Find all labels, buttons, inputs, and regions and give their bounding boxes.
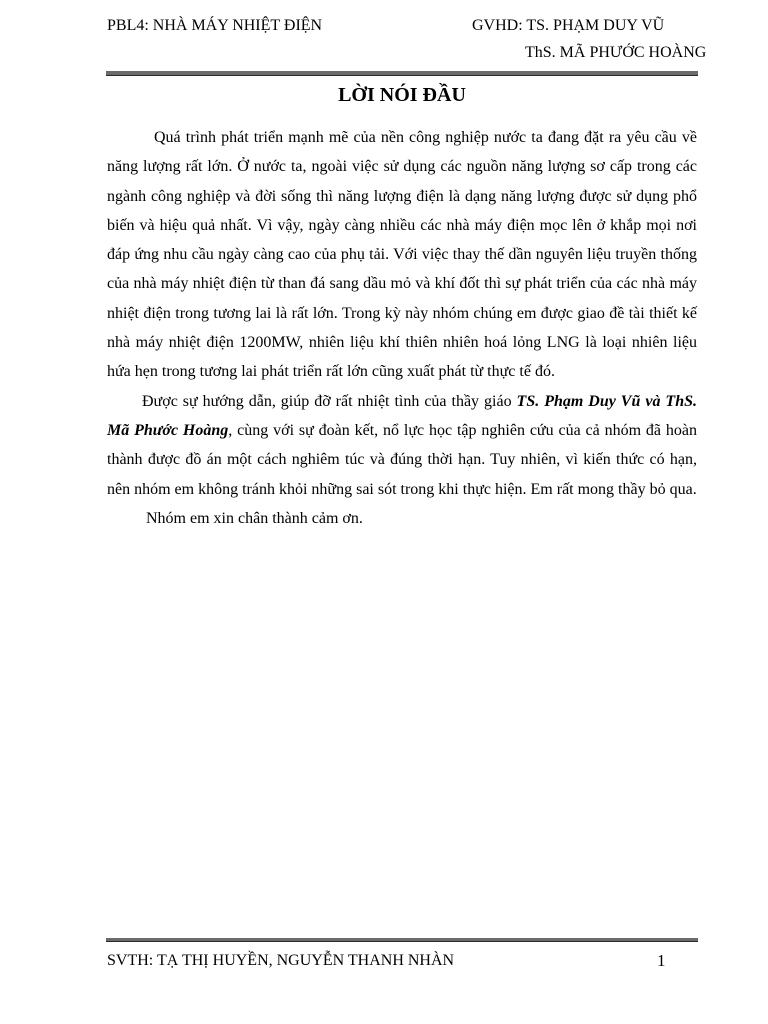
header-divider <box>106 71 698 76</box>
footer-divider <box>106 938 698 942</box>
acknowledgement-text-start: Được sự hướng dẫn, giúp đỡ rất nhiệt tình của thầy giáo <box>142 392 517 410</box>
page-number: 1 <box>657 951 666 970</box>
page-title: LỜI NÓI ĐẦU <box>338 84 466 106</box>
paragraph-thanks: Nhóm em xin chân thành cảm ơn. <box>146 509 363 527</box>
footer-students: SVTH: TẠ THỊ HUYỀN, NGUYỄN THANH NHÀN <box>107 952 455 969</box>
paragraph-acknowledgement <box>107 387 697 504</box>
header-instructor-2: ThS. MÃ PHƯỚC HOÀNG <box>525 44 707 61</box>
acknowledgement-text-end: , cùng với sự đoàn kết, nổ lực học tập nghiên cứu của cả nhóm đã hoàn thành được đồ án một cách nghiêm túc và đúng thời hạn. Tuy nhiên, vì kiến thức có hạn, nên nhóm em không tránh khỏi những sai sót trong khi thực hiện. Em rất mong thầy bỏ qua. <box>107 421 698 498</box>
header-course-title: PBL4: NHÀ MÁY NHIỆT ĐIỆN <box>107 17 323 34</box>
document-body <box>107 123 697 533</box>
instructor-names: TS. Phạm Duy Vũ và ThS. Mã Phước Hoàng <box>107 392 697 439</box>
header-instructor-1: GVHD: TS. PHẠM DUY VŨ <box>472 17 665 34</box>
paragraph-introduction: Quá trình phát triển mạnh mẽ của nền công nghiệp nước ta đang đặt ra yêu cầu về năng lượng rất lớn. Ở nước ta, ngoài việc sử dụng các nguồn năng lượng sơ cấp trong các ngành công nghiệp và đời sống thì năng lượng điện là dạng năng lượng được sử dụng phổ biến và hiệu quả nhất. Vì vậy, ngày càng nhiều các nhà máy điện mọc lên ở khắp mọi nơi đáp ứng nhu cầu ngày càng cao của phụ tải. Với việc thay thế dần nguyên liệu truyền thống của nhà máy nhiệt điện từ than đá sang dầu mỏ và khí đốt thì sự phát triển của các nhà máy nhiệt điện trong tương lai là rất lớn. Trong kỳ này nhóm chúng em được giao đề tài thiết kế nhà máy nhiệt điện 1200MW, nhiên liệu khí thiên nhiên hoá lỏng LNG là loại nhiên liệu hứa hẹn trong tương lai phát triển rất lớn cũng xuất phát từ thực tế đó. <box>107 129 697 381</box>
